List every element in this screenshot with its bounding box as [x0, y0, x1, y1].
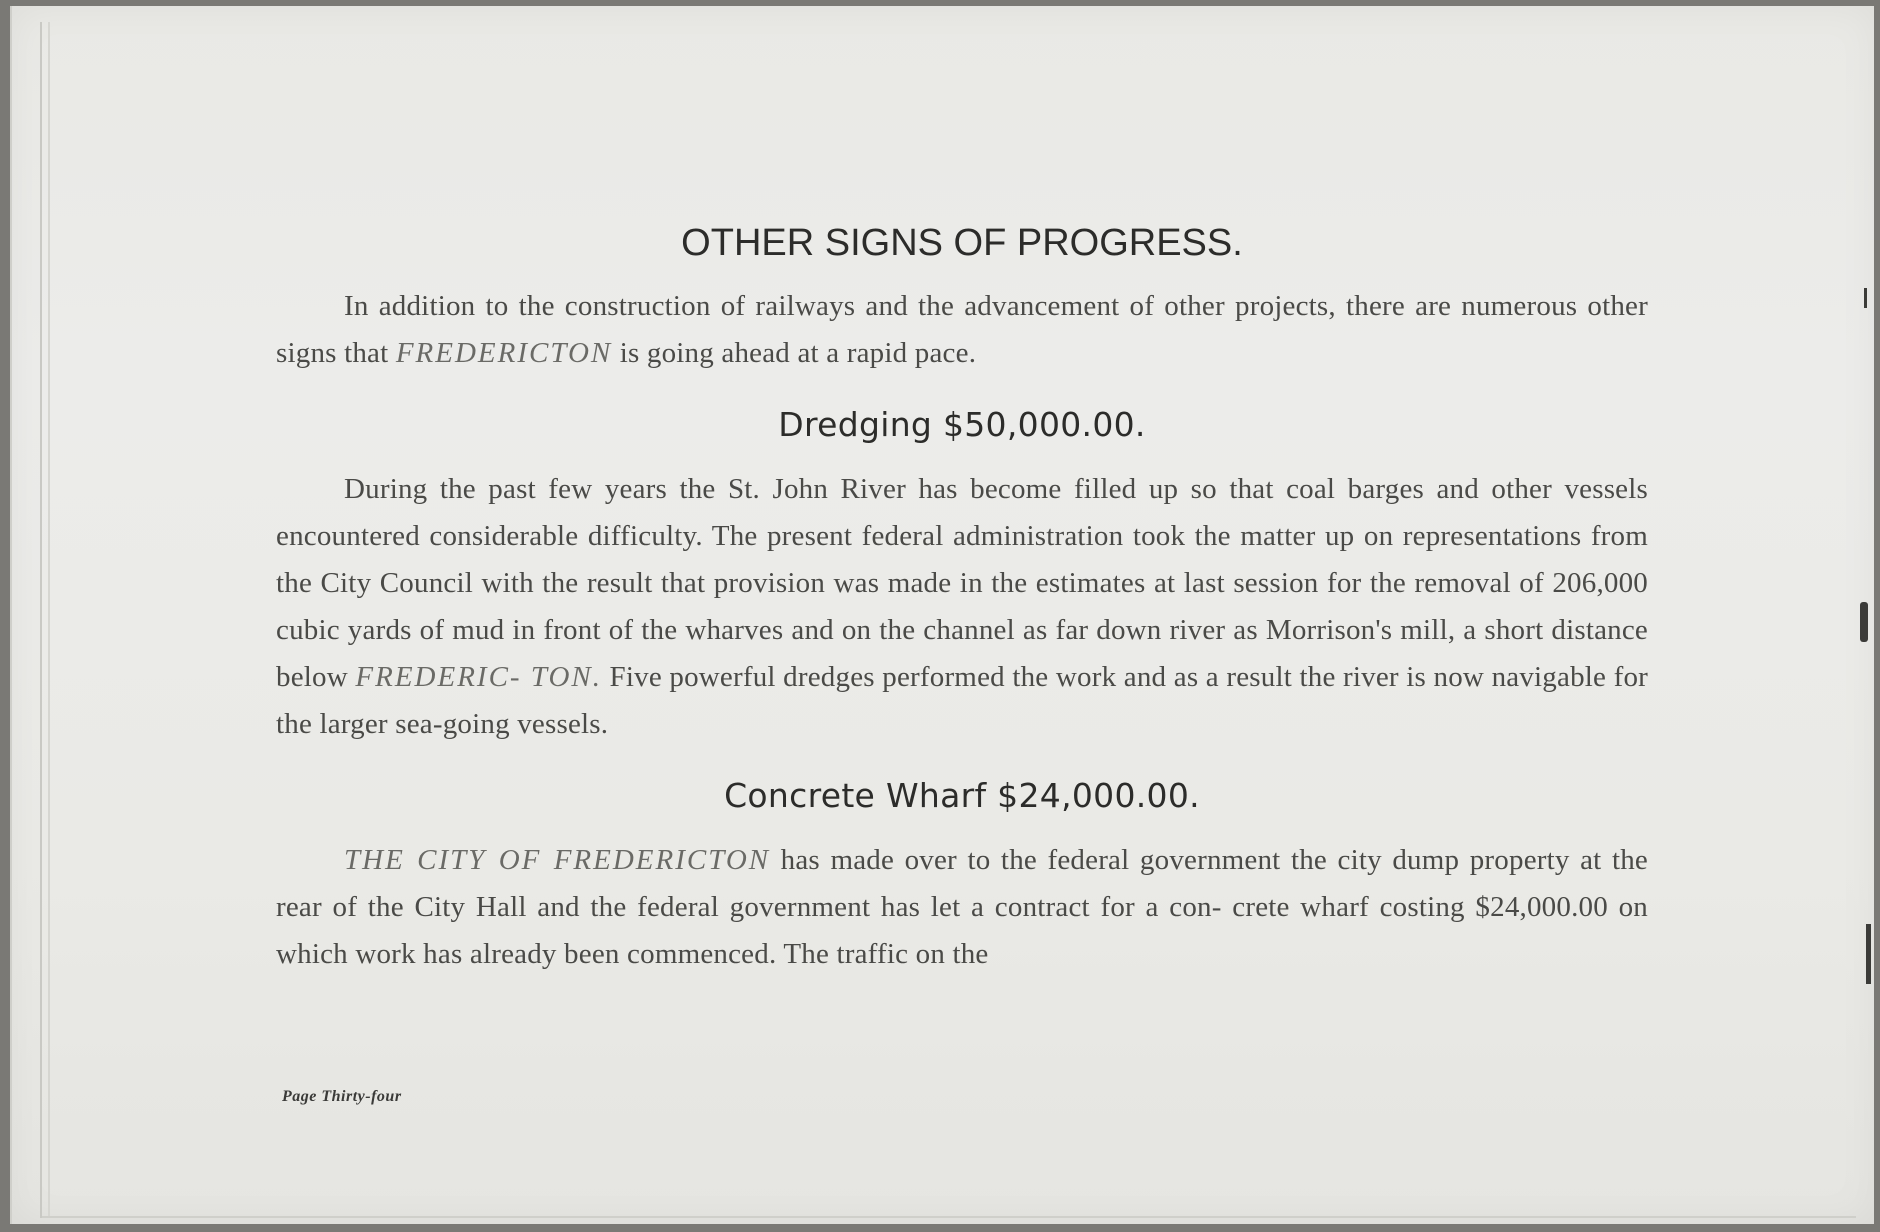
dredging-text: During the past few years the St. John River has become filled up so that coal barges and other vessels encountered considerable difficulty. The present federal administration took the matter up on representations from the City Council with the result that provision was made in the estimates at last session for the removal of 206,000 cubic yards of mud in front of the wharves and on the channel as far down river as Morrison's mill, a short distance below: [276, 473, 1648, 693]
intro-text-end: is going ahead at a rapid pace.: [619, 337, 977, 369]
intro-city-name: FREDERICTON: [395, 337, 613, 369]
page-edge-line: [48, 22, 50, 1218]
dredging-text-end: Five powerful dredges performed the work and as a result the river is now navigable for the larger sea-going vessels.: [276, 661, 1649, 740]
wharf-paragraph: [276, 837, 1648, 978]
wharf-city-name: THE CITY OF FREDERICTON: [344, 844, 771, 876]
intro-paragraph: [276, 283, 1648, 377]
wharf-heading: Concrete Wharf $24,000.00.: [724, 776, 1200, 815]
page-bottom-edge: [42, 1216, 1856, 1218]
scan-mark: [1860, 602, 1868, 642]
dredging-paragraph: [276, 466, 1648, 748]
dredging-city-name: FREDERIC- TON.: [355, 661, 603, 693]
wharf-text: has made over to the federal government the city dump property at the rear of the City Hall and the federal government has let a contract for a con- crete wharf costing $24,000.00 on which work has already been commenced. The traffic on the: [276, 844, 1648, 970]
intro-text: In addition to the construction of railways and the advancement of other projects, there are numerous other signs that: [276, 290, 1648, 369]
page-title: OTHER SIGNS OF PROGRESS.: [681, 222, 1243, 264]
scan-mark: [1866, 924, 1871, 984]
dredging-heading: Dredging $50,000.00.: [778, 405, 1146, 444]
page-edge-line: [40, 22, 42, 1218]
scan-mark: [1864, 288, 1867, 308]
page-number: Page Thirty-four: [282, 1088, 402, 1105]
document-body: [276, 200, 1648, 978]
